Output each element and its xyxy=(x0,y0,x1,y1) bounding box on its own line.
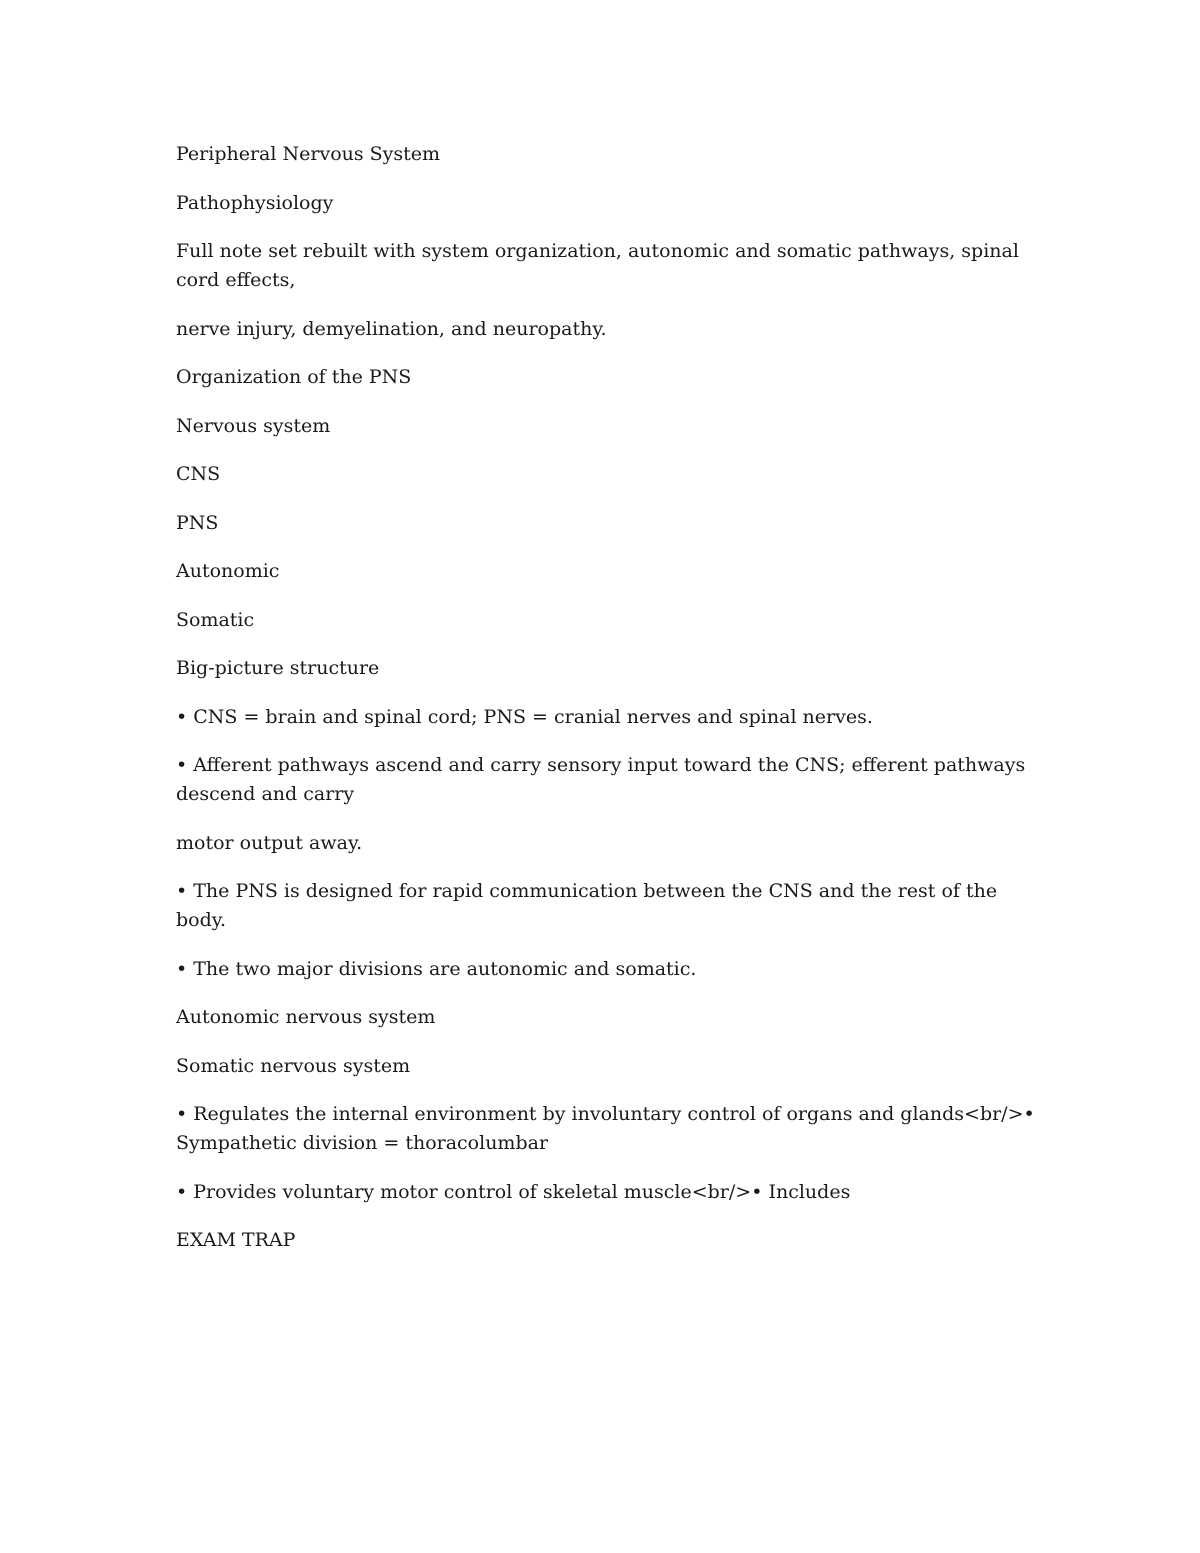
document-body xyxy=(176,140,1036,1275)
intro-paragraph-continued: nerve injury, demyelination, and neuropathy. xyxy=(176,317,607,340)
table-header-autonomic: Autonomic nervous system xyxy=(176,1006,436,1028)
bullet-cns-pns: • CNS = brain and spinal cord; PNS = cranial nerves and spinal nerves. xyxy=(176,705,873,728)
exam-trap-heading: EXAM TRAP xyxy=(176,1229,296,1251)
bullet-afferent-efferent: • Afferent pathways ascend and carry sensory input toward the CNS; efferent pathways descend and carry xyxy=(176,754,1026,805)
section-heading-organization: Organization of the PNS xyxy=(176,366,412,388)
document-subtitle: Pathophysiology xyxy=(176,191,334,214)
section-heading-big-picture: Big-picture structure xyxy=(176,657,380,679)
diagram-label-somatic: Somatic xyxy=(176,608,255,631)
diagram-label-autonomic: Autonomic xyxy=(176,560,280,582)
bullet-major-divisions: • The two major divisions are autonomic and somatic. xyxy=(176,957,697,980)
diagram-label-cns: CNS xyxy=(176,463,221,485)
intro-paragraph: Full note set rebuilt with system organization, autonomic and somatic pathways, spinal cord effects, xyxy=(176,240,1019,291)
table-cell-autonomic: • Regulates the internal environment by involuntary control of organs and glands<br/>• Sympathetic division = thoracolumbar xyxy=(176,1103,1035,1154)
bullet-rapid-communication: • The PNS is designed for rapid communication between the CNS and the rest of the body. xyxy=(176,880,998,931)
table-cell-somatic: • Provides voluntary motor control of skeletal muscle<br/>• Includes xyxy=(176,1180,851,1203)
table-header-somatic: Somatic nervous system xyxy=(176,1054,411,1077)
diagram-label-nervous-system: Nervous system xyxy=(176,414,331,437)
document-title: Peripheral Nervous System xyxy=(176,143,441,165)
diagram-label-pns: PNS xyxy=(176,511,219,534)
bullet-afferent-efferent-continued: motor output away. xyxy=(176,831,363,854)
